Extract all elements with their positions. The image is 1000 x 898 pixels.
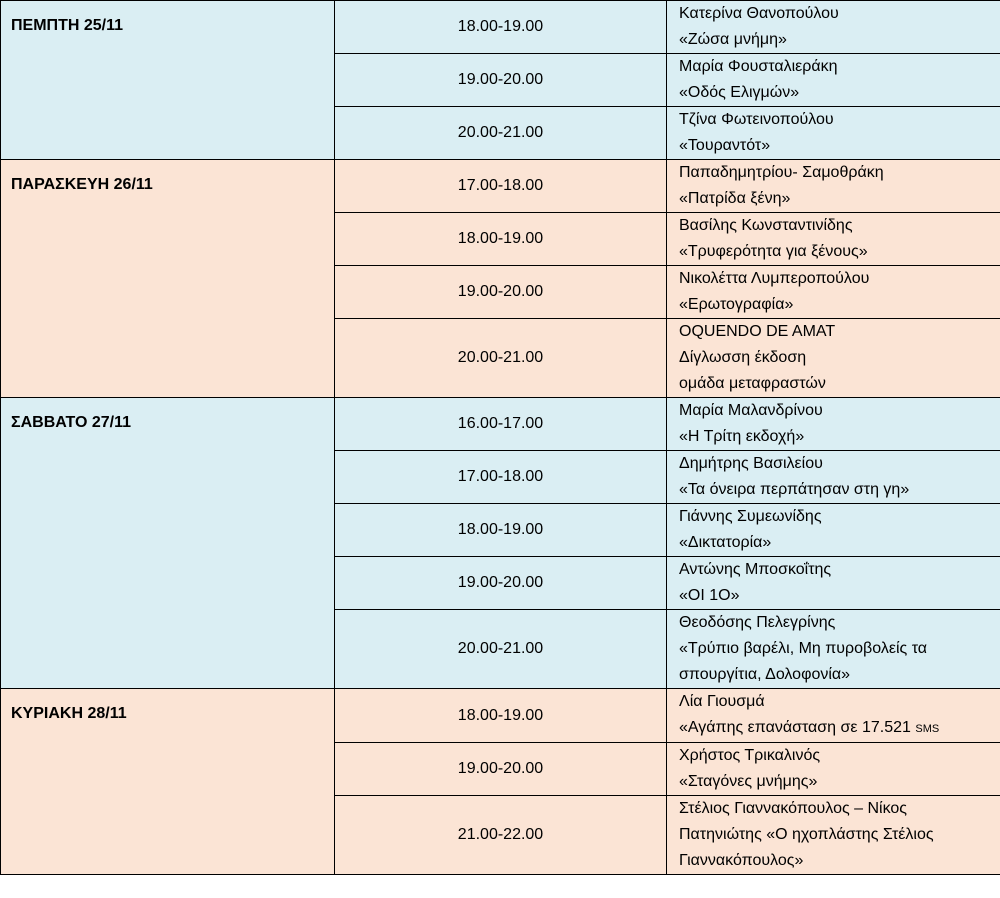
event-details <box>667 504 1000 557</box>
time-slot: 19.00-20.00 <box>335 557 667 610</box>
day-label: ΠΕΜΠΤΗ 25/11 <box>1 1 335 160</box>
event-details <box>667 557 1000 610</box>
event-text: Θεοδόσης Πελεγρίνης <box>679 614 836 631</box>
event-title-line <box>679 292 1000 318</box>
event-text: Τζίνα Φωτεινοπούλου <box>679 111 834 128</box>
event-title-line <box>679 583 1000 609</box>
event-title-line <box>679 27 1000 53</box>
event-title-line <box>679 822 1000 848</box>
schedule-body <box>1 1 1000 875</box>
event-details <box>667 610 1000 689</box>
event-text: «Η Τρίτη εκδοχή» <box>679 428 805 445</box>
time-slot: 21.00-22.00 <box>335 796 667 875</box>
time-slot: 17.00-18.00 <box>335 160 667 213</box>
event-text: σπουργίτια, Δολοφονία» <box>679 666 851 683</box>
day-label: ΠΑΡΑΣΚΕΥΗ 26/11 <box>1 160 335 398</box>
event-text: «Τα όνειρα περπάτησαν στη γη» <box>679 481 910 498</box>
time-slot: 19.00-20.00 <box>335 266 667 319</box>
schedule-row <box>1 689 1000 743</box>
event-author <box>679 54 1000 80</box>
event-text: «Σταγόνες μνήμης» <box>679 773 818 790</box>
event-text: «ΟΙ 1Ο» <box>679 587 740 604</box>
event-title-line <box>679 424 1000 450</box>
event-text: Δημήτρης Βασιλείου <box>679 455 823 472</box>
event-title-line <box>679 186 1000 212</box>
event-details <box>667 107 1000 160</box>
event-title-line <box>679 477 1000 503</box>
event-title-line <box>679 371 1000 397</box>
time-slot: 20.00-21.00 <box>335 319 667 398</box>
time-slot: 19.00-20.00 <box>335 54 667 107</box>
event-text: «Οδός Ελιγμών» <box>679 84 800 101</box>
event-author <box>679 213 1000 239</box>
day-label: ΚΥΡΙΑΚΗ 28/11 <box>1 689 335 875</box>
event-title-line <box>679 662 1000 688</box>
event-author <box>679 796 1000 822</box>
schedule-row <box>1 1 1000 54</box>
event-author <box>679 743 1000 769</box>
event-title-line <box>679 769 1000 795</box>
time-slot: 20.00-21.00 <box>335 610 667 689</box>
event-text: «Ζώσα μνήμη» <box>679 31 787 48</box>
event-details <box>667 689 1000 743</box>
schedule-row <box>1 160 1000 213</box>
event-author <box>679 107 1000 133</box>
sms-suffix: SMS <box>915 723 940 735</box>
event-details <box>667 213 1000 266</box>
event-author <box>679 451 1000 477</box>
time-slot: 18.00-19.00 <box>335 689 667 743</box>
event-text: Στέλιος Γιαννακόπουλος – Νίκος <box>679 800 907 817</box>
time-slot: 18.00-19.00 <box>335 504 667 557</box>
event-text: «Ερωτογραφία» <box>679 296 794 313</box>
event-text: Βασίλης Κωνσταντινίδης <box>679 217 853 234</box>
event-text: «Τρυφερότητα για ξένους» <box>679 243 868 260</box>
event-details <box>667 451 1000 504</box>
event-text: «Τρύπιο βαρέλι, Μη πυροβολείς τα <box>679 640 928 657</box>
event-text: Παπαδημητρίου- Σαμοθράκη <box>679 164 884 181</box>
event-details <box>667 796 1000 875</box>
event-text: «Τουραντότ» <box>679 137 771 154</box>
event-text: Δίγλωσση έκδοση <box>679 349 807 366</box>
event-details <box>667 319 1000 398</box>
time-slot: 18.00-19.00 <box>335 213 667 266</box>
time-slot: 17.00-18.00 <box>335 451 667 504</box>
time-slot: 16.00-17.00 <box>335 398 667 451</box>
schedule-row <box>1 398 1000 451</box>
event-details <box>667 398 1000 451</box>
event-details <box>667 743 1000 796</box>
event-author <box>679 398 1000 424</box>
event-text: Μαρία Μαλανδρίνου <box>679 402 823 419</box>
event-author <box>679 610 1000 636</box>
event-text: Κατερίνα Θανοπούλου <box>679 5 839 22</box>
event-author <box>679 1 1000 27</box>
event-title-line <box>679 239 1000 265</box>
event-details <box>667 160 1000 213</box>
event-details <box>667 266 1000 319</box>
event-details <box>667 54 1000 107</box>
event-text: «Πατρίδα ξένη» <box>679 190 791 207</box>
event-author <box>679 160 1000 186</box>
event-text: Χρήστος Τρικαλινός <box>679 747 821 764</box>
time-slot: 20.00-21.00 <box>335 107 667 160</box>
event-text: Γιάννης Συμεωνίδης <box>679 508 822 525</box>
event-title-line <box>679 636 1000 662</box>
event-title-line <box>679 80 1000 106</box>
event-text: Λία Γιουσμά <box>679 693 765 710</box>
event-text: Αντώνης Μποσκοΐτης <box>679 561 832 578</box>
event-author <box>679 319 1000 345</box>
event-title-line <box>679 848 1000 874</box>
event-text: OQUENDO DE AMAT <box>679 323 836 340</box>
event-text: Μαρία Φουσταλιεράκη <box>679 58 838 75</box>
event-text: «Αγάπης επανάσταση σε 17.521 <box>679 719 911 736</box>
event-text: Νικολέττα Λυμπεροπούλου <box>679 270 870 287</box>
event-text: Γιαννακόπουλος» <box>679 852 804 869</box>
event-details <box>667 1 1000 54</box>
event-title-line <box>679 345 1000 371</box>
event-title-line <box>679 133 1000 159</box>
time-slot: 19.00-20.00 <box>335 743 667 796</box>
event-text: «Δικτατορία» <box>679 534 772 551</box>
event-author <box>679 266 1000 292</box>
event-author <box>679 689 1000 715</box>
event-text: Πατηνιώτης «Ο ηχοπλάστης Στέλιος <box>679 826 934 843</box>
event-title-line <box>679 530 1000 556</box>
event-text: ομάδα μεταφραστών <box>679 375 826 392</box>
time-slot: 18.00-19.00 <box>335 1 667 54</box>
event-title-line <box>679 715 1000 742</box>
event-author <box>679 557 1000 583</box>
day-label: ΣΑΒΒΑΤΟ 27/11 <box>1 398 335 689</box>
event-author <box>679 504 1000 530</box>
